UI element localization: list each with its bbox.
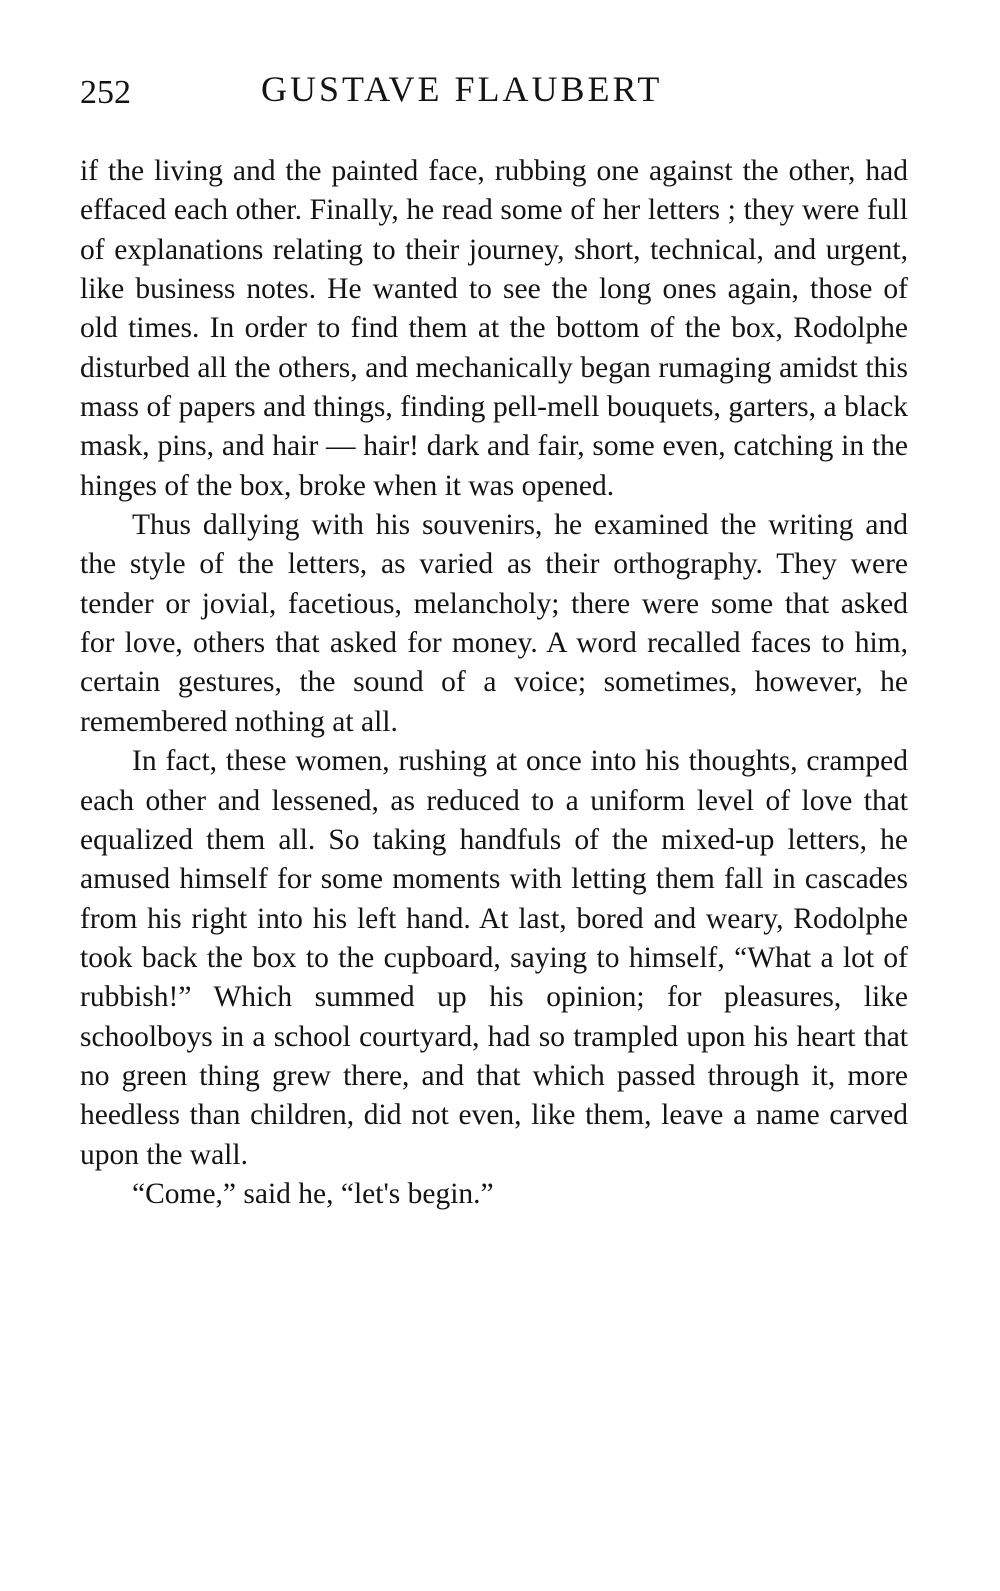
book-page bbox=[80, 68, 908, 1214]
running-title: GUSTAVE FLAUBERT bbox=[261, 69, 663, 109]
paragraph-souvenirs: Thus dallying with his souvenirs, he examined the writing and the style of the letters, as varied as their orthography. They were tender or jovial, facetious, melancholy; there were some that asked for love, others that asked for money. A word recalled faces to him, certain gestures, the sound of a voice; sometimes, however, he remembered nothing at all. bbox=[80, 509, 908, 738]
body-text bbox=[80, 152, 908, 1214]
paragraph-women: In fact, these women, rushing at once into his thoughts, cramped each other and lessened, as reduced to a uniform level of love that equalized them all. So taking handfuls of the mixed-up letters, he amused himself for some moments with letting them fall in cascades from his right into his left hand. At last, bored and weary, Rodolphe took back the box to the cupboard, saying to himself, “What a lot of rubbish!” Which summed up his opinion; for pleasures, like schoolboys in a school courtyard, had so trampled upon his heart that no green thing grew there, and that which passed through it, more heedless than children, did not even, like them, leave a name carved upon the wall. bbox=[80, 745, 908, 1171]
page-header bbox=[80, 68, 908, 118]
paragraph-continued: if the living and the painted face, rubbing one against the other, had effaced each other. Finally, he read some of her letters ; they were full of explanations relating to their journey, short, technical, and urgent, like business notes. He wanted to see the long ones again, those of old times. In order to find them at the bottom of the box, Rodolphe disturbed all the others, and mechanically began rumaging amidst this mass of papers and things, finding pell-mell bouquets, garters, a black mask, pins, and hair — hair! dark and fair, some even, catching in the hinges of the box, broke when it was opened. bbox=[80, 155, 908, 502]
page-number: 252 bbox=[80, 74, 131, 111]
paragraph-dialogue: “Come,” said he, “let's begin.” bbox=[132, 1177, 494, 1210]
